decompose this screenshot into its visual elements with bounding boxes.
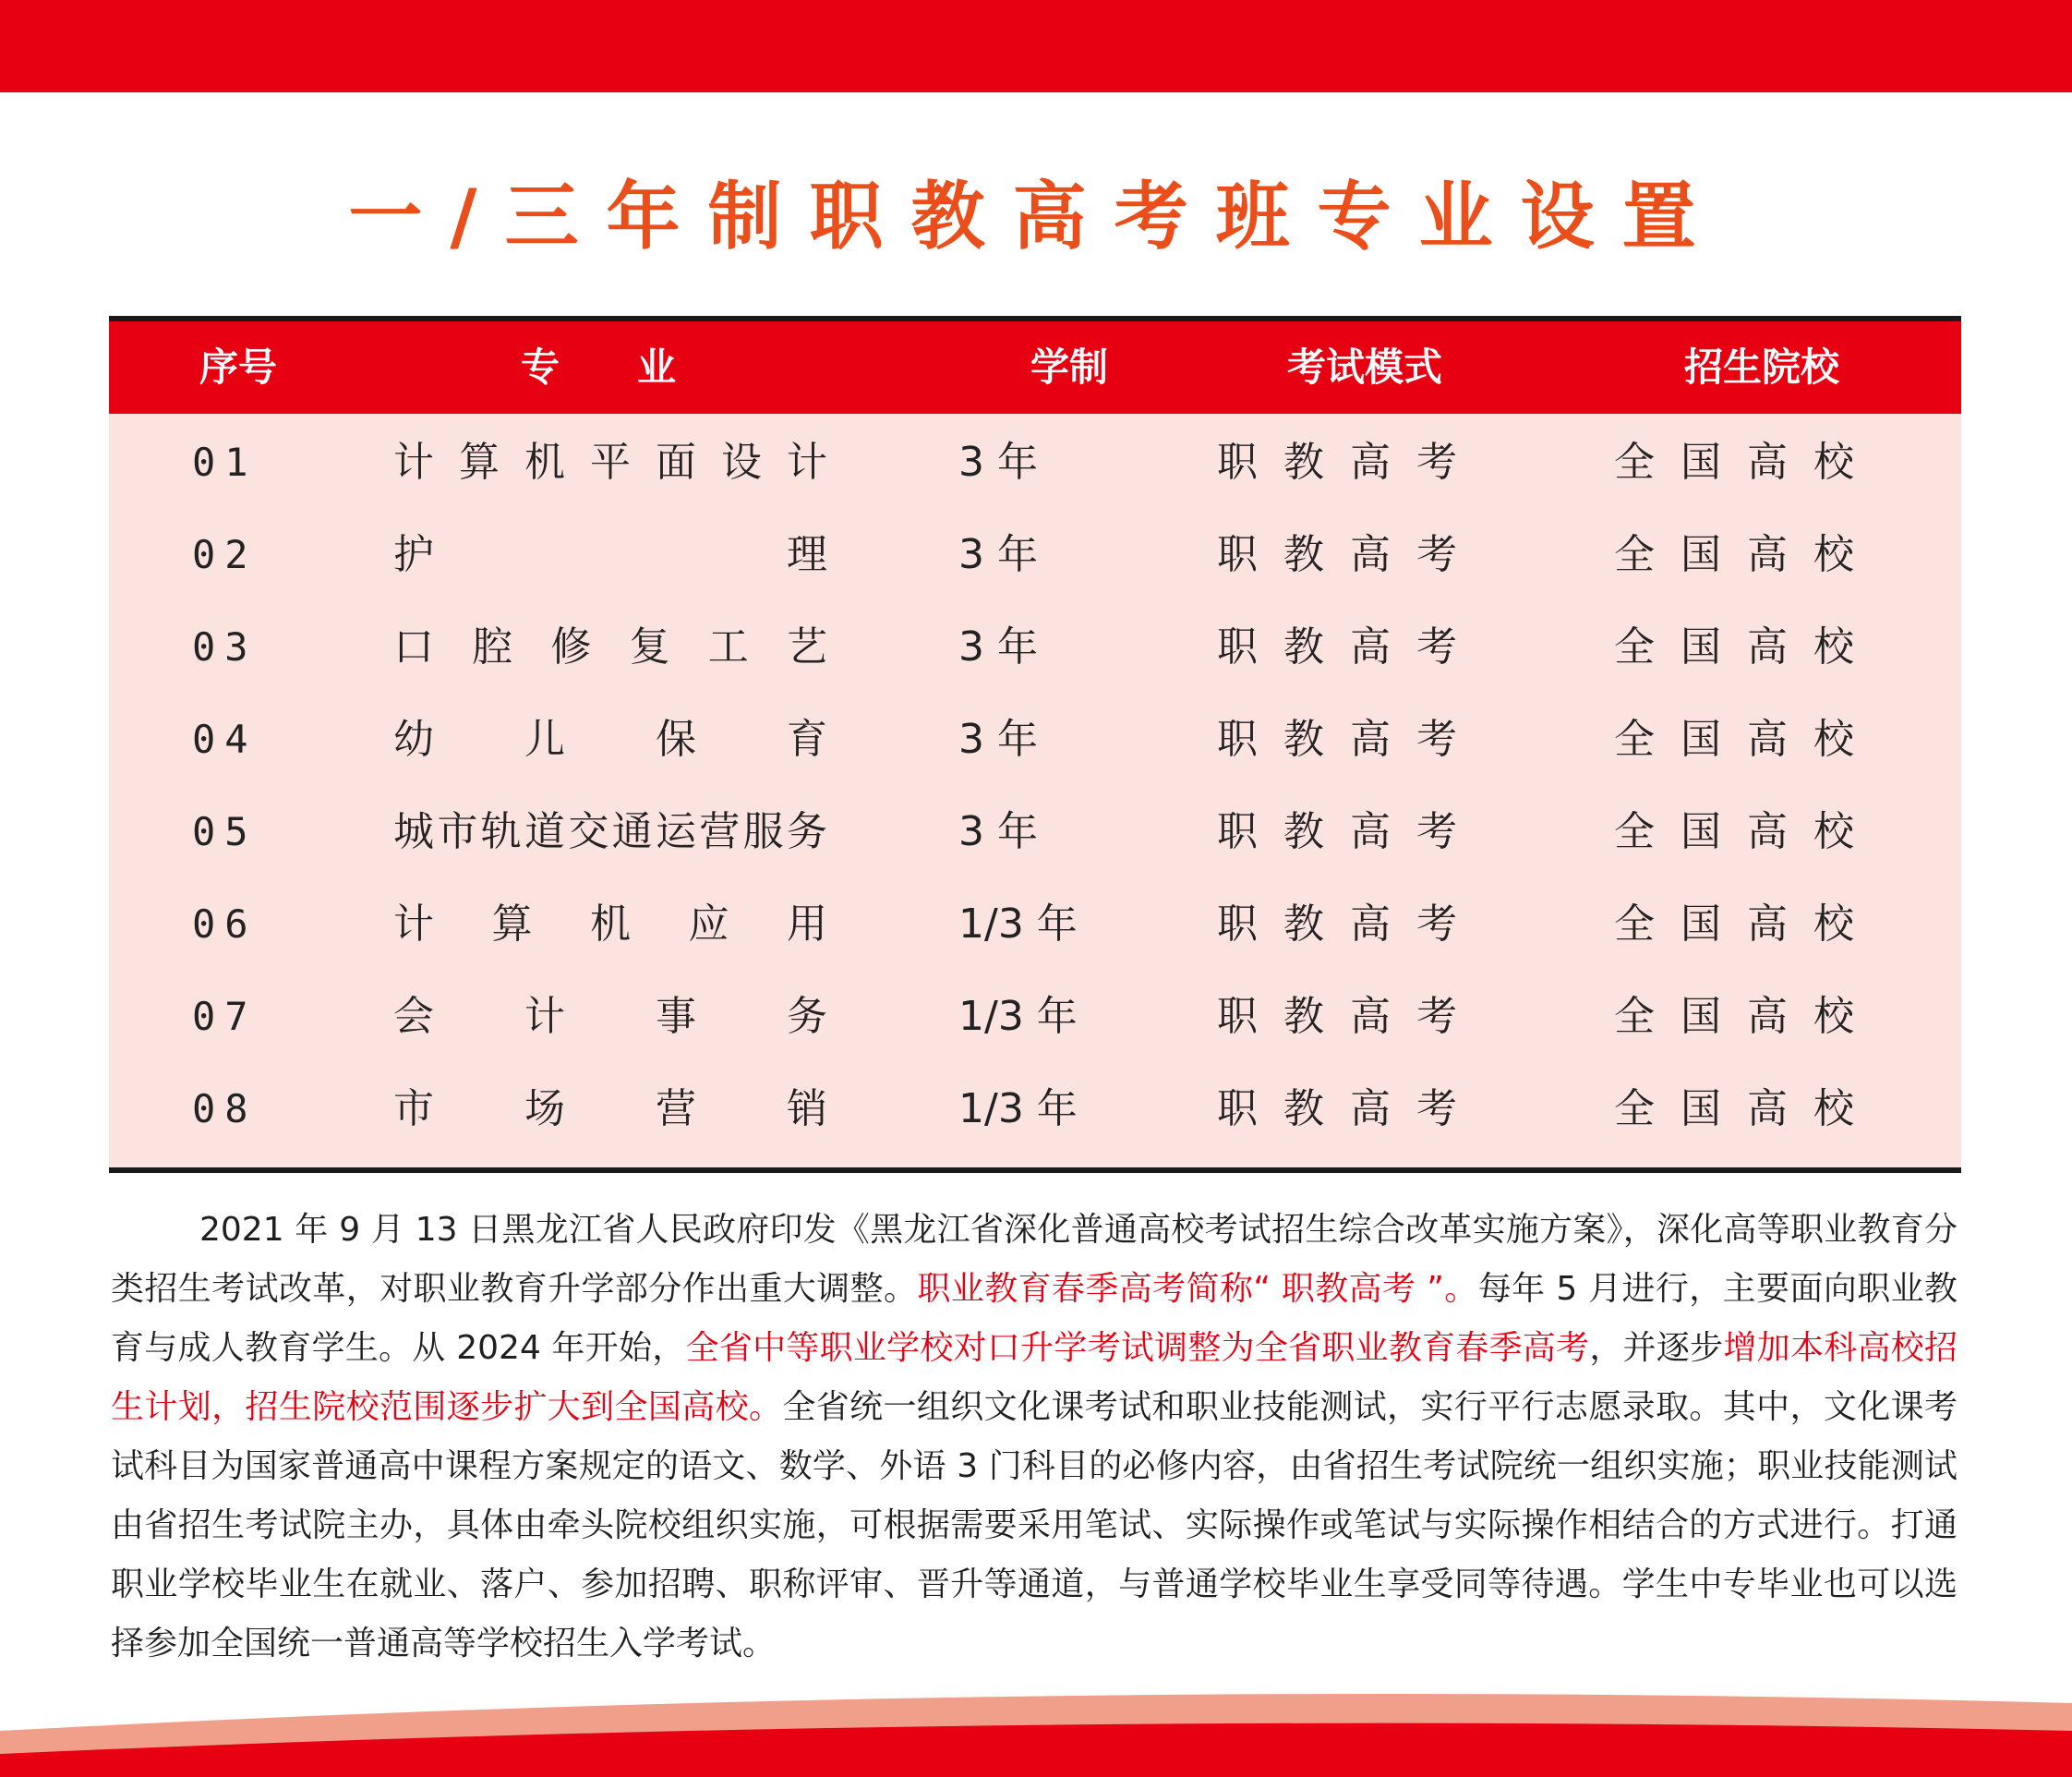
row-major-char: 面 <box>656 439 696 486</box>
row-major-char: 设 <box>721 439 762 486</box>
row-years: 3 年 <box>958 439 1038 486</box>
row-major-char: 交 <box>568 808 609 855</box>
row-years: 3 年 <box>958 808 1038 855</box>
row-major-char: 计 <box>524 993 565 1040</box>
row-major-char: 事 <box>656 993 696 1040</box>
row-major-char: 道 <box>524 808 565 855</box>
table-header <box>109 321 1961 414</box>
header-major: 专 业 <box>520 345 676 390</box>
row-number: 06 <box>192 901 258 947</box>
top-red-band <box>0 0 2072 92</box>
row-major-char: 腔 <box>472 623 513 671</box>
table-row <box>109 786 1961 878</box>
row-major-char: 场 <box>524 1085 565 1132</box>
row-major <box>393 417 827 509</box>
row-major-char: 用 <box>787 901 827 948</box>
row-exam-mode: 职教高考 <box>1217 993 1483 1040</box>
row-major <box>393 971 827 1063</box>
row-years: 1/3 年 <box>958 993 1078 1040</box>
table-row <box>109 417 1961 509</box>
row-major-char: 工 <box>707 623 749 671</box>
row-major <box>393 1063 827 1155</box>
row-exam-mode: 职教高考 <box>1217 439 1483 486</box>
paragraph-text-2: 每年 5 月进行，主要面向职业教育与成人教育学生。从 2024 年开始， <box>111 1270 1958 1367</box>
row-years: 1/3 年 <box>958 901 1078 948</box>
header-exam-mode: 考试模式 <box>1286 345 1442 390</box>
row-schools: 全国高校 <box>1614 716 1880 763</box>
row-exam-mode: 职教高考 <box>1217 901 1483 948</box>
row-major-char: 计 <box>393 901 434 948</box>
policy-paragraph <box>111 1201 1958 1674</box>
majors-table <box>109 316 1961 1173</box>
row-schools: 全国高校 <box>1614 901 1880 948</box>
row-major <box>393 878 827 971</box>
row-number: 01 <box>192 440 258 485</box>
row-major-char: 营 <box>699 808 741 855</box>
page-title: 一/三年制职教高考班专业设置 <box>348 174 1724 260</box>
row-years: 3 年 <box>958 531 1038 578</box>
row-major-char: 服 <box>742 808 784 855</box>
row-schools: 全国高校 <box>1614 808 1880 855</box>
row-major-char: 市 <box>393 1085 434 1132</box>
row-schools: 全国高校 <box>1614 623 1880 671</box>
row-major-char: 儿 <box>524 716 565 763</box>
row-number: 07 <box>192 994 258 1039</box>
row-major-char: 平 <box>590 439 631 486</box>
row-major-char: 计 <box>393 439 434 486</box>
header-years: 学制 <box>1030 345 1108 390</box>
header-schools: 招生院校 <box>1683 345 1839 390</box>
row-major-char: 务 <box>786 808 827 855</box>
row-major-char: 轨 <box>480 808 522 855</box>
row-major <box>393 786 827 878</box>
row-major-char: 幼 <box>393 716 434 763</box>
header-number: 序号 <box>199 345 277 390</box>
row-exam-mode: 职教高考 <box>1217 1085 1483 1132</box>
row-major-char: 护 <box>393 531 434 578</box>
row-years: 3 年 <box>958 623 1038 671</box>
row-major-char: 计 <box>787 439 827 486</box>
table-row <box>109 509 1961 601</box>
table-row <box>109 971 1961 1063</box>
table-row <box>109 1063 1961 1155</box>
paragraph-highlight-3: 增加本科高校招生计划，招生院校范围逐步扩大到全国高校。 <box>111 1329 1958 1426</box>
row-major-char: 机 <box>524 439 565 486</box>
row-number: 04 <box>192 717 258 762</box>
row-major-char: 育 <box>787 716 827 763</box>
row-number: 08 <box>192 1086 258 1131</box>
row-major-char: 城 <box>393 808 434 855</box>
paragraph-text-4: 全省统一组织文化课考试和职业技能测试，实行平行志愿录取。其中，文化课考试科目为国家普通高中课程方案规定的语文、数学、外语 3 门科目的必修内容，由省招生考试院统一组织实施；职业技能测试由省招生考试院主办，具体由牵头院校组织实施，可根据需要采用笔试、实际操作或笔试与实际操作相结合的方式进行。打通职业学校毕业生在就业、落户、参加招聘、职称评审、晋升等通道，与普通学校毕业生享受同等待遇。学生中专毕业也可以选择参加全国统一普通高等学校招生入学考试。 <box>111 1388 1958 1662</box>
row-schools: 全国高校 <box>1614 1085 1880 1132</box>
row-major-char: 理 <box>787 531 827 578</box>
row-major-char: 运 <box>655 808 696 855</box>
table-bottom-rule <box>109 1167 1961 1173</box>
row-major-char: 市 <box>437 808 478 855</box>
table-row <box>109 601 1961 694</box>
row-major-char: 算 <box>491 901 533 948</box>
row-exam-mode: 职教高考 <box>1217 531 1483 578</box>
row-major-char: 通 <box>611 808 653 855</box>
table-body <box>109 414 1961 1167</box>
row-years: 1/3 年 <box>958 1085 1078 1132</box>
table-row <box>109 694 1961 786</box>
paragraph-highlight-1: 职业教育春季高考简称“ 职教高考 ”。 <box>917 1270 1478 1308</box>
row-major-char: 艺 <box>786 623 827 671</box>
row-exam-mode: 职教高考 <box>1217 716 1483 763</box>
row-exam-mode: 职教高考 <box>1217 623 1483 671</box>
row-schools: 全国高校 <box>1614 531 1880 578</box>
row-number: 03 <box>192 624 258 670</box>
paragraph-text-1: 2021 年 9 月 13 日黑龙江省人民政府印发《黑龙江省深化普通高校考试招生综合改革实施方案》，深化高等职业教育分类招生考试改革，对职业教育升学部分作出重大调整。 <box>111 1211 1958 1308</box>
row-major-char: 口 <box>393 623 434 671</box>
paragraph-highlight-2: 全省中等职业学校对口升学考试调整为全省职业教育春季高考 <box>685 1329 1590 1367</box>
table-row <box>109 878 1961 971</box>
row-major <box>393 509 827 601</box>
row-major-char: 应 <box>688 901 729 948</box>
row-major-char: 机 <box>590 901 631 948</box>
paragraph-text-3: ，并逐步 <box>1589 1329 1724 1367</box>
row-major <box>393 601 827 694</box>
row-major-char: 销 <box>787 1085 827 1132</box>
row-major <box>393 694 827 786</box>
row-major-char: 营 <box>656 1085 696 1132</box>
row-major-char: 务 <box>787 993 827 1040</box>
row-number: 02 <box>192 532 258 577</box>
row-major-char: 修 <box>550 623 592 671</box>
row-major-char: 会 <box>393 993 434 1040</box>
row-years: 3 年 <box>958 716 1038 763</box>
row-schools: 全国高校 <box>1614 439 1880 486</box>
row-major-char: 算 <box>459 439 500 486</box>
row-major-char: 保 <box>656 716 696 763</box>
bottom-decoration <box>0 1666 2072 1777</box>
row-exam-mode: 职教高考 <box>1217 808 1483 855</box>
row-major-char: 复 <box>629 623 670 671</box>
row-number: 05 <box>192 809 258 854</box>
row-schools: 全国高校 <box>1614 993 1880 1040</box>
